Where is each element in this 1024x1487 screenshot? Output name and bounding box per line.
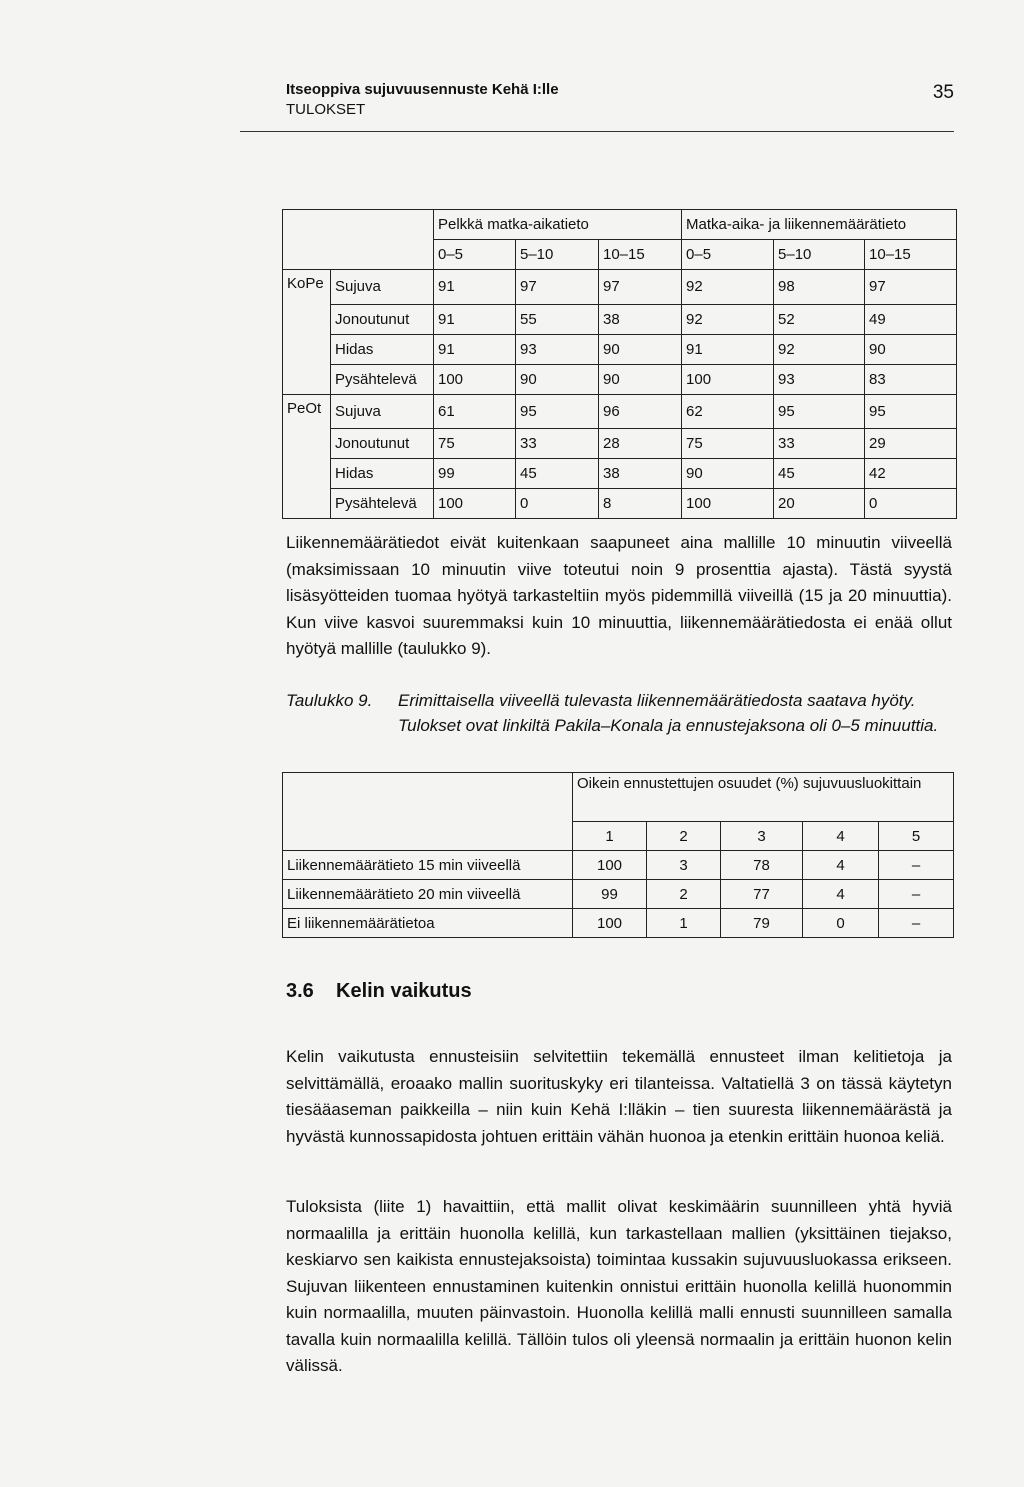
row-label: Pysähtelevä	[331, 364, 434, 394]
row-group-label: KoPe	[283, 270, 331, 305]
table-cell: 95	[516, 394, 599, 429]
column-header: 10–15	[599, 240, 682, 270]
row-group-spacer	[283, 429, 331, 459]
table-row	[283, 459, 957, 489]
table-cell: 83	[865, 364, 957, 394]
table-cell: 0	[516, 489, 599, 519]
section-heading	[286, 980, 472, 1003]
table-cell: 78	[721, 851, 803, 880]
table-row	[283, 334, 957, 364]
table-cell: 96	[599, 394, 682, 429]
table-corner	[283, 240, 434, 270]
table-cell: 79	[721, 909, 803, 938]
document-title: Itseoppiva sujuvuusennuste Kehä I:lle	[286, 81, 559, 98]
table-cell: 92	[774, 334, 865, 364]
table-cell: 45	[516, 459, 599, 489]
table-cell: 100	[434, 489, 516, 519]
row-label: Hidas	[331, 459, 434, 489]
results-table	[282, 209, 957, 519]
table-cell: 91	[434, 304, 516, 334]
table-cell: 77	[721, 880, 803, 909]
row-group-label: PeOt	[283, 394, 331, 429]
table-cell: 90	[865, 334, 957, 364]
table-corner	[283, 822, 573, 851]
column-header: 2	[647, 822, 721, 851]
table-cell: 98	[774, 270, 865, 305]
table-cell: 90	[516, 364, 599, 394]
row-label: Ei liikennemäärätietoa	[283, 909, 573, 938]
table-row	[283, 394, 957, 429]
table-cell: 97	[516, 270, 599, 305]
table-cell: 33	[516, 429, 599, 459]
table-corner	[283, 210, 434, 240]
table-cell: 75	[682, 429, 774, 459]
table-cell: 91	[682, 334, 774, 364]
page-number: 35	[932, 82, 954, 103]
column-header: 5	[879, 822, 954, 851]
table-cell: 0	[803, 909, 879, 938]
caption-text: Erimittaisella viiveellä tulevasta liikennemäärätiedosta saatava hyöty. Tulokset ovat linkiltä Pakila–Konala ja ennustejaksona oli 0–5 minuuttia.	[398, 691, 939, 735]
row-label: Jonoutunut	[331, 429, 434, 459]
table-cell: 3	[647, 851, 721, 880]
column-header: 5–10	[774, 240, 865, 270]
column-header: 3	[721, 822, 803, 851]
table-cell: 95	[865, 394, 957, 429]
results-table-body	[283, 270, 957, 519]
table-row	[283, 489, 957, 519]
table-cell: 97	[599, 270, 682, 305]
table-cell: 45	[774, 459, 865, 489]
table-row	[283, 429, 957, 459]
row-label: Liikennemäärätieto 15 min viiveellä	[283, 851, 573, 880]
row-group-spacer	[283, 304, 331, 334]
group-header: Pelkkä matka-aikatieto	[434, 210, 682, 240]
row-group-spacer	[283, 459, 331, 489]
column-header: 0–5	[434, 240, 516, 270]
table-cell: 97	[865, 270, 957, 305]
column-header: 0–5	[682, 240, 774, 270]
header-rule	[240, 131, 954, 132]
table-cell: 0	[865, 489, 957, 519]
table-cell: 91	[434, 270, 516, 305]
table-row	[283, 909, 954, 938]
table-cell: 99	[434, 459, 516, 489]
table-cell: 92	[682, 270, 774, 305]
column-header: 10–15	[865, 240, 957, 270]
table-cell: 52	[774, 304, 865, 334]
table-cell: 91	[434, 334, 516, 364]
table-cell: 100	[682, 489, 774, 519]
table-cell: –	[879, 880, 954, 909]
table-cell: 38	[599, 459, 682, 489]
section-number: 3.6	[286, 980, 314, 1002]
table-cell: 62	[682, 394, 774, 429]
table-cell: 38	[599, 304, 682, 334]
table-cell: 49	[865, 304, 957, 334]
row-label: Pysähtelevä	[331, 489, 434, 519]
delay-table-body	[283, 851, 954, 938]
table-cell: 100	[573, 909, 647, 938]
table-cell: 75	[434, 429, 516, 459]
row-label: Sujuva	[331, 394, 434, 429]
table-cell: 92	[682, 304, 774, 334]
row-label: Liikennemäärätieto 20 min viiveellä	[283, 880, 573, 909]
row-label: Hidas	[331, 334, 434, 364]
table-row	[283, 304, 957, 334]
row-group-spacer	[283, 334, 331, 364]
table-cell: 4	[803, 880, 879, 909]
column-header: 1	[573, 822, 647, 851]
column-header: 4	[803, 822, 879, 851]
table-corner	[283, 773, 573, 822]
table-cell: 20	[774, 489, 865, 519]
section-label: TULOKSET	[286, 101, 366, 118]
page-header	[286, 80, 954, 120]
table-cell: 29	[865, 429, 957, 459]
paragraph: Kelin vaikutusta ennusteisiin selvitettiin tekemällä ennusteet ilman kelitietoja ja selvittämällä, eroaako mallin suorituskyky eri tilanteissa. Valtatiellä 3 on tässä käytetyn tiesääaseman paikkeilla – niin kuin Kehä I:lläkin – tien suuresta liikennemäärästä ja hyvästä kunnossapidosta johtuen erittäin vähän huonoa ja etenkin erittäin huonoa keliä.	[286, 1047, 952, 1146]
table-cell: 1	[647, 909, 721, 938]
row-label: Jonoutunut	[331, 304, 434, 334]
table-cell: 33	[774, 429, 865, 459]
table-cell: 61	[434, 394, 516, 429]
delay-table	[282, 772, 954, 938]
table-row	[283, 851, 954, 880]
table-cell: –	[879, 851, 954, 880]
table-row	[283, 270, 957, 305]
table-cell: 2	[647, 880, 721, 909]
paragraph: Tuloksista (liite 1) havaittiin, että mallit olivat keskimäärin suunnilleen yhtä hyviä normaalilla ja erittäin huonolla kelillä, kun tarkastellaan mallien (yksittäinen tiejakso, keskiarvo sen kaikista ennustejaksoista) toimintaa kussakin sujuvuusluokassa erikseen. Sujuvan liikenteen ennustaminen kuitenkin onnistui erittäin huonolla kelillä huonommin kuin normaalilla, muuten päinvastoin. Huonolla kelillä malli ennusti suunnilleen samalla tavalla kuin normaalilla kelillä. Tällöin tulos oli yleensä normaalin ja erittäin huonon kelin välissä.	[286, 1197, 952, 1375]
row-group-spacer	[283, 489, 331, 519]
paragraph: Liikennemäärätiedot eivät kuitenkaan saapuneet aina mallille 10 minuutin viiveellä (maksimissaan 10 minuutin viive toteutui noin 9 prosenttia ajasta). Tästä syystä lisäsyötteiden tuomaa hyötyä tarkasteltiin myös pidemmillä viiveillä (15 ja 20 minuuttia). Kun viive kasvoi suuremmaksi kuin 10 minuuttia, liikennemäärätiedosta ei enää ollut hyötyä mallille (taulukko 9).	[286, 533, 952, 658]
group-header: Matka-aika- ja liikennemäärätieto	[682, 210, 957, 240]
table-cell: 42	[865, 459, 957, 489]
table-cell: –	[879, 909, 954, 938]
table-cell: 93	[516, 334, 599, 364]
table-row	[283, 364, 957, 394]
table-cell: 4	[803, 851, 879, 880]
row-group-spacer	[283, 364, 331, 394]
section-title: Kelin vaikutus	[336, 980, 472, 1002]
table-row	[283, 880, 954, 909]
table-cell: 55	[516, 304, 599, 334]
table-cell: 28	[599, 429, 682, 459]
table-cell: 90	[599, 334, 682, 364]
table-cell: 100	[434, 364, 516, 394]
table-cell: 90	[682, 459, 774, 489]
caption-label: Taulukko 9.	[286, 691, 373, 710]
table-cell: 93	[774, 364, 865, 394]
column-header: 5–10	[516, 240, 599, 270]
table-cell: 8	[599, 489, 682, 519]
table-cell: 90	[599, 364, 682, 394]
table-cell: 99	[573, 880, 647, 909]
row-label: Sujuva	[331, 270, 434, 305]
group-header: Oikein ennustettujen osuudet (%) sujuvuusluokittain	[573, 773, 954, 822]
table-cell: 100	[682, 364, 774, 394]
table-cell: 100	[573, 851, 647, 880]
table-cell: 95	[774, 394, 865, 429]
